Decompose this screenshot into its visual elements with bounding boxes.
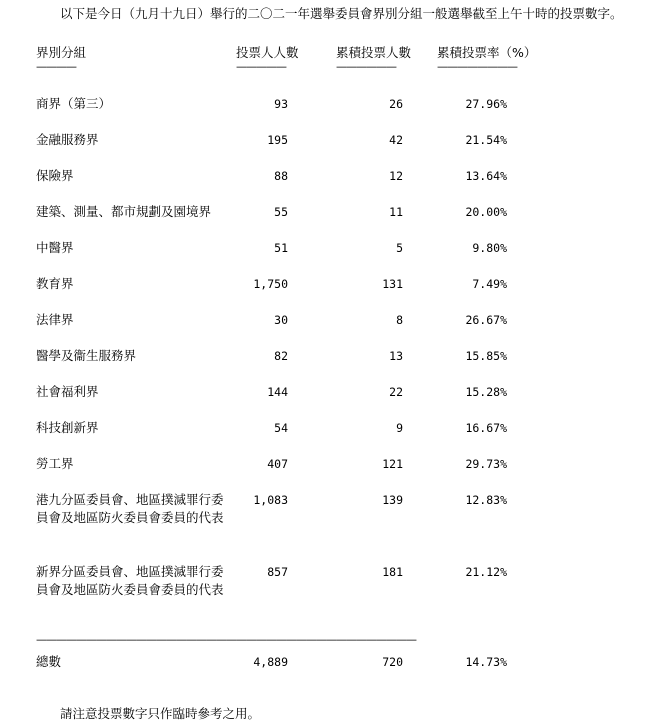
sector-name: 建築、測量、都市規劃及園境界 — [36, 204, 212, 219]
header-cumulative-underline: —————— — [336, 60, 396, 73]
voters-value: 88 — [274, 169, 288, 183]
cumulative-value: 13 — [389, 349, 403, 363]
rate-value: 21.12% — [465, 565, 507, 579]
header-rate: 累積投票率（%） — [437, 45, 537, 60]
rate-value: 29.73% — [465, 457, 507, 471]
cumulative-value: 8 — [396, 313, 403, 327]
rate-value: 27.96% — [465, 97, 507, 111]
sector-name: 中醫界 — [36, 240, 74, 255]
header-sector: 界別分組 — [36, 45, 87, 60]
voters-value: 82 — [274, 349, 288, 363]
cumulative-value: 181 — [382, 565, 403, 579]
voters-value: 144 — [267, 385, 288, 399]
rate-value: 12.83% — [465, 493, 507, 507]
sector-name: 商界（第三） — [36, 96, 112, 111]
sector-name: 法律界 — [36, 312, 74, 327]
table-rule: —————————————————————————————————————— — [36, 633, 416, 646]
sector-name: 社會福利界 — [36, 384, 99, 399]
cumulative-value: 12 — [389, 169, 403, 183]
rate-value: 16.67% — [465, 421, 507, 435]
header-rate-underline: ———————— — [437, 60, 517, 73]
cumulative-value: 9 — [396, 421, 403, 435]
voters-value: 1,750 — [253, 277, 288, 291]
voters-value: 51 — [274, 241, 288, 255]
footnote: 請注意投票數字只作臨時參考之用。 — [60, 706, 261, 721]
sector-name: 勞工界 — [36, 456, 74, 471]
sector-name: 金融服務界 — [36, 132, 99, 147]
voters-value: 1,083 — [253, 493, 288, 507]
cumulative-value: 11 — [389, 205, 403, 219]
voters-value: 93 — [274, 97, 288, 111]
voters-value: 54 — [274, 421, 288, 435]
sector-name: 港九分區委員會、地區撲滅罪行委員會及地區防火委員會委員的代表 — [36, 492, 224, 525]
rate-value: 15.85% — [465, 349, 507, 363]
sector-name: 科技創新界 — [36, 420, 99, 435]
voters-value: 857 — [267, 565, 288, 579]
voters-value: 195 — [267, 133, 288, 147]
total-voters: 4,889 — [253, 655, 288, 669]
cumulative-value: 42 — [389, 133, 403, 147]
rate-value: 9.80% — [472, 241, 507, 255]
cumulative-value: 121 — [382, 457, 403, 471]
total-label: 總數 — [36, 654, 62, 669]
cumulative-value: 5 — [396, 241, 403, 255]
cumulative-value: 139 — [382, 493, 403, 507]
voters-value: 407 — [267, 457, 288, 471]
header-voters: 投票人人數 — [236, 45, 299, 60]
header-voters-underline: ————— — [236, 60, 286, 73]
intro-text: 以下是今日（九月十九日）舉行的二〇二一年選舉委員會界別分組一般選舉截至上午十時的投票數字。 — [60, 6, 623, 21]
cumulative-value: 131 — [382, 277, 403, 291]
cumulative-value: 22 — [389, 385, 403, 399]
voters-value: 30 — [274, 313, 288, 327]
rate-value: 21.54% — [465, 133, 507, 147]
rate-value: 26.67% — [465, 313, 507, 327]
total-rate: 14.73% — [465, 655, 507, 669]
rate-value: 13.64% — [465, 169, 507, 183]
cumulative-value: 26 — [389, 97, 403, 111]
sector-name: 新界分區委員會、地區撲滅罪行委員會及地區防火委員會委員的代表 — [36, 564, 224, 597]
sector-name: 教育界 — [36, 276, 74, 291]
sector-name: 醫學及衞生服務界 — [36, 348, 137, 363]
header-sector-underline: ———— — [36, 60, 76, 73]
rate-value: 20.00% — [465, 205, 507, 219]
sector-name: 保險界 — [36, 168, 74, 183]
voters-value: 55 — [274, 205, 288, 219]
total-cumulative: 720 — [382, 655, 403, 669]
rate-value: 15.28% — [465, 385, 507, 399]
header-cumulative: 累積投票人數 — [336, 45, 412, 60]
rate-value: 7.49% — [472, 277, 507, 291]
